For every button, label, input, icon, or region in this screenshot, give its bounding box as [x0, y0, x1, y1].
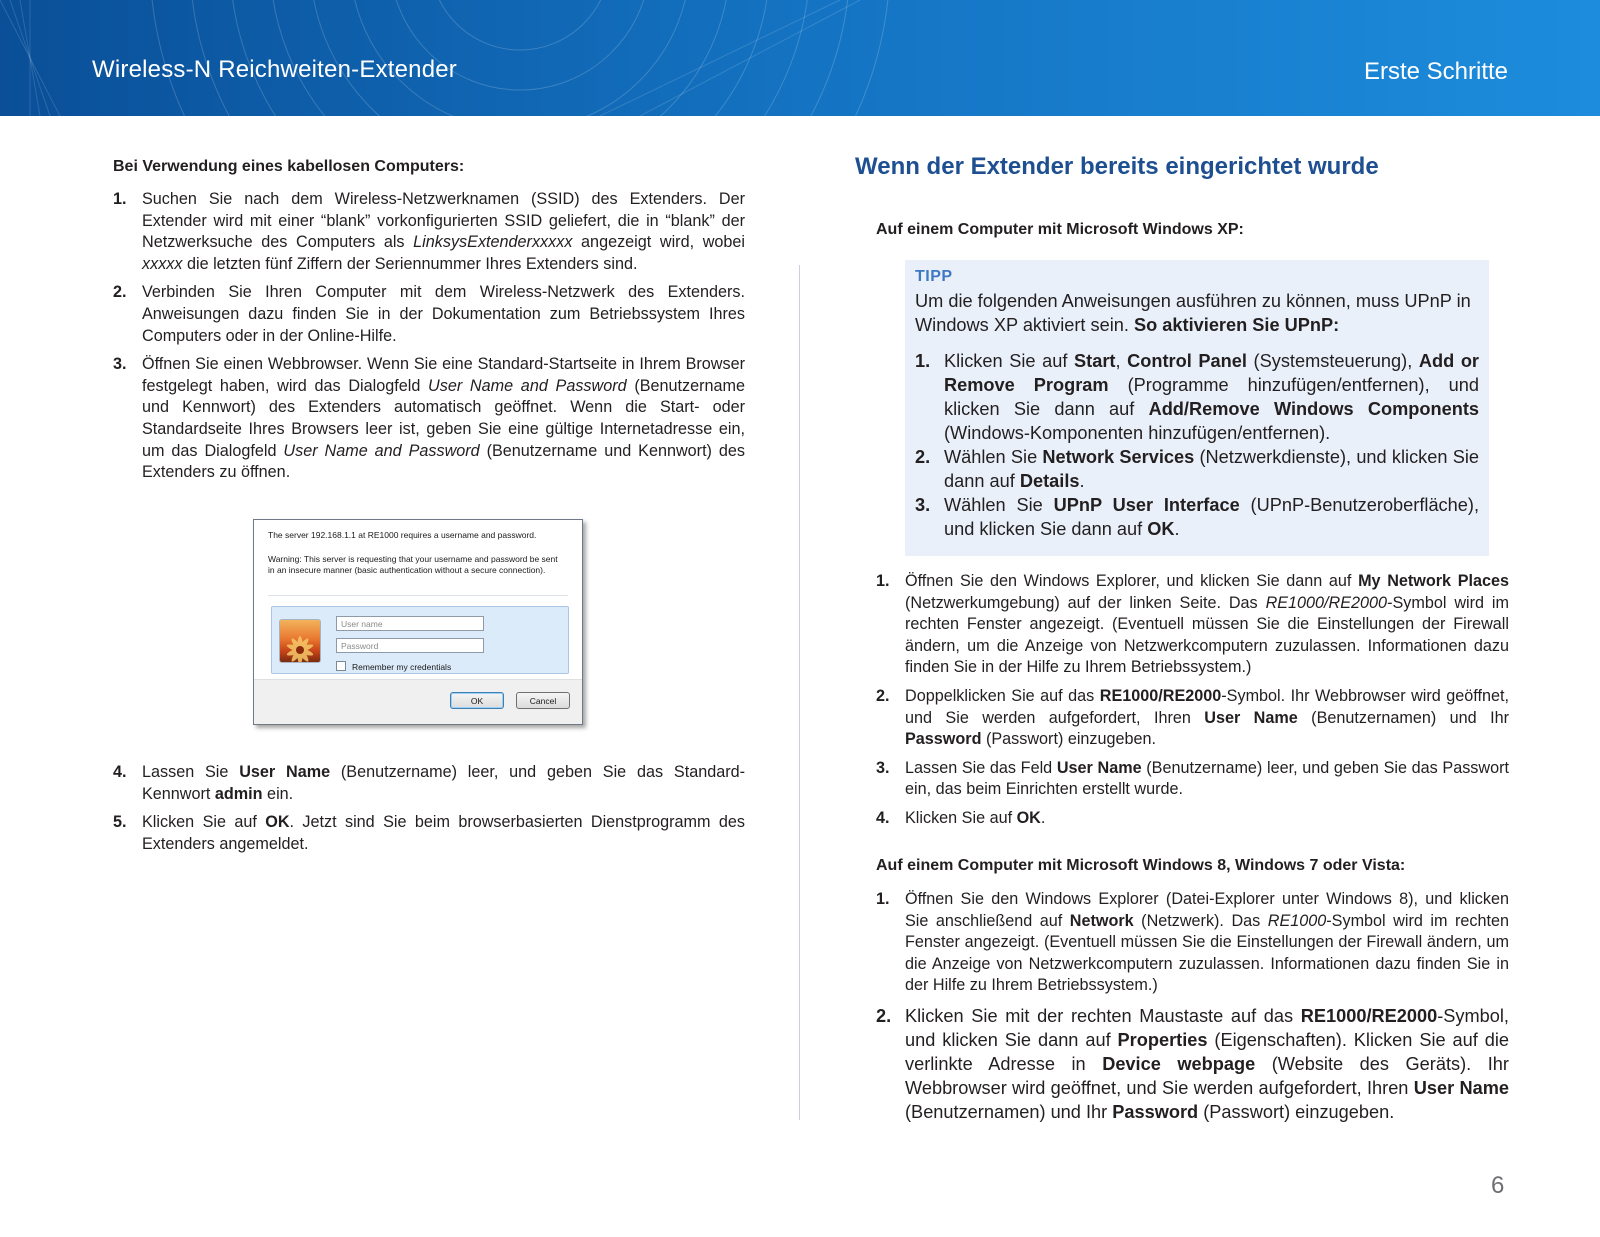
header-section-title: Erste Schritte [1363, 58, 1508, 85]
xp-steps [876, 571, 1509, 837]
step-text: Öffnen Sie den Windows Explorer, und klicken Sie dann auf [905, 572, 1359, 590]
step-text-bold: Add or Remove Program [944, 351, 1480, 395]
step-text: Klicken Sie mit der rechten Maustaste auf das [905, 1005, 1301, 1026]
step-text-bold: Password [1112, 1101, 1199, 1122]
step-text-bold: Network [1069, 911, 1134, 930]
step-text: . Jetzt sind Sie beim browserbasierten Dienstprogramm des Extenders angemeldet. [142, 813, 746, 853]
step-text: ein. [262, 784, 294, 803]
left-step-5 [113, 812, 745, 855]
tip-intro-bold: So aktivieren Sie UPnP: [1134, 315, 1340, 335]
step-number: 3. [915, 495, 931, 515]
page-number: 6 [1491, 1172, 1505, 1199]
step-text-bold: User Name [1056, 758, 1142, 777]
step-number: 2. [876, 1005, 892, 1026]
step-text-bold: Properties [1117, 1029, 1208, 1050]
step-text-bold: User Name [1413, 1077, 1509, 1098]
left-step-4 [113, 762, 745, 805]
xp-step-2 [876, 686, 1509, 751]
tip-step-3 [915, 493, 1479, 541]
step-number: 1. [876, 890, 890, 908]
step-text: -Symbol. Ihr Webbrowser wird geöffnet, und Sie werden aufgefordert, Ihren [905, 686, 1509, 727]
step-text: (Eigenschaften). Klicken Sie auf die verlinkte Adresse in [905, 1029, 1509, 1074]
step-text: (Benutzernamen) und Ihr [905, 1101, 1113, 1122]
header-product-title: Wireless-N Reichweiten-Extender [92, 56, 457, 83]
step-text-italic: xxxxx [142, 254, 183, 273]
remember-credentials[interactable] [336, 661, 451, 672]
step-text-bold: RE1000/RE2000 [1099, 686, 1222, 705]
step-text: -Symbol wird im rechten Fenster angezeigt. (Eventuell müssen Sie die Einstellungen der Firewall ändern, um die Anzeige von Netzwerkcomputern zuzulassen. Informationen dazu finden Sie in der Hilfe zu Ihrem Betriebssystem.) [905, 911, 1509, 995]
section-title: Wenn der Extender bereits eingerichtet wurde [855, 153, 1379, 180]
step-text: (Passwort) einzugeben. [981, 730, 1157, 749]
step-text: (Netzwerkumgebung) auf der linken Seite. Das [905, 593, 1266, 612]
step-text: Lassen Sie das Feld [905, 758, 1057, 777]
tip-steps [915, 349, 1479, 541]
step-text: (Benutzername) leer, und geben Sie das Passwort ein, das beim Einrichten erstellt wurde. [905, 758, 1509, 799]
password-field[interactable]: Password [336, 638, 484, 653]
step-text-bold: Network Services [1042, 447, 1195, 467]
step-text: (Benutzername und Kennwort) des Extenders automatisch geöffnet. Wenn die Start- oder Standardseite Ihres Browsers leer ist, geben Sie eine gültige Internetadresse ein, um das Dialogfeld [142, 376, 745, 460]
step-text: (Benutzername) leer, und geben Sie das Standard-Kennwort [142, 763, 745, 803]
step-text: (UPnP-Benutzeroberfläche), und klicken Sie dann auf [944, 495, 1479, 539]
page-header [0, 0, 1600, 116]
step-text-bold: RE1000/RE2000 [1300, 1005, 1438, 1026]
step-text: . [1040, 808, 1046, 827]
step-text-bold: Password [905, 730, 982, 749]
step-text: (Systemsteuerung), [1246, 351, 1419, 371]
left-steps-bottom [113, 762, 745, 862]
step-text: -Symbol, und klicken Sie dann auf [905, 1005, 1509, 1050]
step-number: 1. [876, 572, 890, 590]
step-text-italic: LinksysExtenderxxxxx [413, 233, 573, 252]
column-divider [799, 265, 800, 1120]
step-text: Wählen Sie [944, 495, 1054, 515]
step-number: 1. [113, 190, 127, 208]
step-text-bold: Add/Remove Windows Components [1148, 399, 1479, 419]
xp-subhead: Auf einem Computer mit Microsoft Windows XP: [876, 221, 1244, 238]
step-text-italic: User Name and Password [283, 441, 480, 460]
step-text: (Programme hinzufügen/entfernen), und klicken Sie dann auf [944, 375, 1479, 419]
step-text: -Symbol wird im rechten Fenster angezeigt. (Eventuell müssen Sie die Einstellungen der Firewall ändern, um die Anzeige von Netzwerkcomputern zuzulassen. Informationen dazu finden Sie in der Hilfe zu Ihrem Betriebssystem.) [905, 593, 1510, 677]
step-number: 3. [876, 758, 890, 777]
left-step-1 [113, 189, 745, 275]
step-text-bold: OK [1147, 519, 1175, 539]
step-text: . [1174, 519, 1180, 539]
cancel-button[interactable]: Cancel [516, 692, 570, 709]
step-text: Suchen Sie nach dem Wireless-Netzwerknamen (SSID) des Extenders. Der Extender wird mit einer “blank” vorkonfigurierten SSID geliefert, die in “blank” der Netzwerksuche des Computers als [142, 190, 745, 252]
step-text: , [1115, 351, 1128, 371]
step-text: (Netzwerkdienste), und klicken Sie dann auf [944, 447, 1480, 491]
tip-step-1 [915, 349, 1479, 445]
left-step-2 [113, 282, 745, 347]
step-text-bold: admin [214, 784, 263, 803]
step-text-bold: My Network Places [1358, 572, 1510, 590]
step-text: die letzten fünf Ziffern der Seriennummer Ihres Extenders sind. [182, 254, 638, 273]
dialog-warning: Warning: This server is requesting that your username and password be sent in an insecure manner (basic authentication without a secure connection). [268, 554, 558, 575]
step-text: Klicken Sie auf [944, 351, 1075, 371]
tip-step-2 [915, 445, 1479, 493]
step-text: Öffnen Sie einen Webbrowser. Wenn Sie eine Standard-Startseite in Ihrem Browser festgelegt haben, wird das Dialogfeld [142, 355, 745, 395]
step-text-bold: OK [265, 813, 290, 832]
step-text-bold: User Name [239, 763, 331, 781]
step-number: 2. [876, 686, 890, 705]
dialog-separator [268, 595, 568, 596]
step-number: 2. [915, 447, 931, 467]
step-number: 1. [915, 351, 931, 371]
step-text: (Benutzername und Kennwort) des Extenders zu öffnen. [142, 441, 745, 482]
step-text-italic: User Name and Password [428, 376, 627, 395]
step-number: 4. [113, 763, 127, 781]
win8-subhead: Auf einem Computer mit Microsoft Windows 8, Windows 7 oder Vista: [876, 857, 1406, 874]
step-text: Verbinden Sie Ihren Computer mit dem Wireless-Netzwerk des Extenders. Anweisungen dazu finden Sie in der Dokumentation zum Betriebssystem Ihres Computers oder in der Online-Hilfe. [142, 283, 745, 345]
step-number: 4. [876, 808, 890, 827]
step-text: Wählen Sie [944, 447, 1043, 467]
tip-box [905, 260, 1489, 556]
credentials-panel [271, 606, 569, 674]
step-number: 3. [113, 355, 127, 374]
dialog-footer [254, 679, 582, 724]
step-text-italic: RE1000/RE2000 [1265, 593, 1388, 612]
step-text-bold: UPnP User Interface [1053, 495, 1240, 515]
remember-label: Remember my credentials [352, 662, 452, 672]
step-text-bold: OK [1016, 808, 1041, 827]
wireless-computer-subhead: Bei Verwendung eines kabellosen Computers: [113, 158, 465, 175]
step-text: (Netzwerk). Das [1133, 911, 1268, 930]
step-text-bold: Device webpage [1102, 1053, 1256, 1074]
step-text: angezeigt wird, wobei [572, 233, 746, 252]
step-text: Lassen Sie [142, 763, 240, 781]
step-text-italic: RE1000 [1267, 911, 1327, 930]
xp-step-1 [876, 571, 1509, 679]
username-field[interactable]: User name [336, 616, 484, 631]
step-text: (Benutzernamen) und Ihr [1297, 708, 1509, 727]
remember-checkbox[interactable] [336, 661, 346, 671]
step-text: (Windows-Komponenten hinzufügen/entfernen). [944, 423, 1331, 443]
step-text: Klicken Sie auf [905, 808, 1017, 827]
ok-button[interactable]: OK [450, 692, 504, 709]
tip-label: TIPP [915, 268, 953, 285]
step-text: . [1079, 471, 1085, 491]
user-avatar-icon [279, 619, 321, 663]
left-steps-top [113, 189, 745, 491]
login-dialog-screenshot [253, 519, 583, 725]
step-text: (Website des Geräts). Ihr Webbrowser wird geöffnet, und Sie werden aufgefordert, Ihren [905, 1053, 1509, 1098]
win8-steps [876, 889, 1509, 1131]
xp-step-4 [876, 808, 1509, 830]
step-text: Klicken Sie auf [142, 813, 266, 832]
step-text-bold: Details [1019, 471, 1080, 491]
step-number: 2. [113, 283, 127, 302]
win8-step-2 [876, 1004, 1509, 1124]
step-number: 5. [113, 813, 127, 832]
flower-icon [280, 620, 320, 662]
step-text-bold: User Name [1204, 708, 1298, 727]
dialog-message: The server 192.168.1.1 at RE1000 requires a username and password. [268, 530, 537, 540]
step-text-bold: Start [1074, 351, 1116, 371]
step-text-bold: Control Panel [1127, 351, 1247, 371]
step-text: Doppelklicken Sie auf das [905, 686, 1100, 705]
tip-intro [915, 289, 1479, 337]
win8-step-1 [876, 889, 1509, 997]
xp-step-3 [876, 758, 1509, 801]
tip-intro-text: Um die folgenden Anweisungen ausführen zu können, muss UPnP in Windows XP aktiviert sein. [915, 291, 1471, 335]
step-text: Öffnen Sie den Windows Explorer (Datei-Explorer unter Windows 8), und klicken Sie anschließend auf [905, 890, 1509, 930]
step-text: (Passwort) einzugeben. [1198, 1101, 1395, 1122]
left-step-3 [113, 354, 745, 484]
